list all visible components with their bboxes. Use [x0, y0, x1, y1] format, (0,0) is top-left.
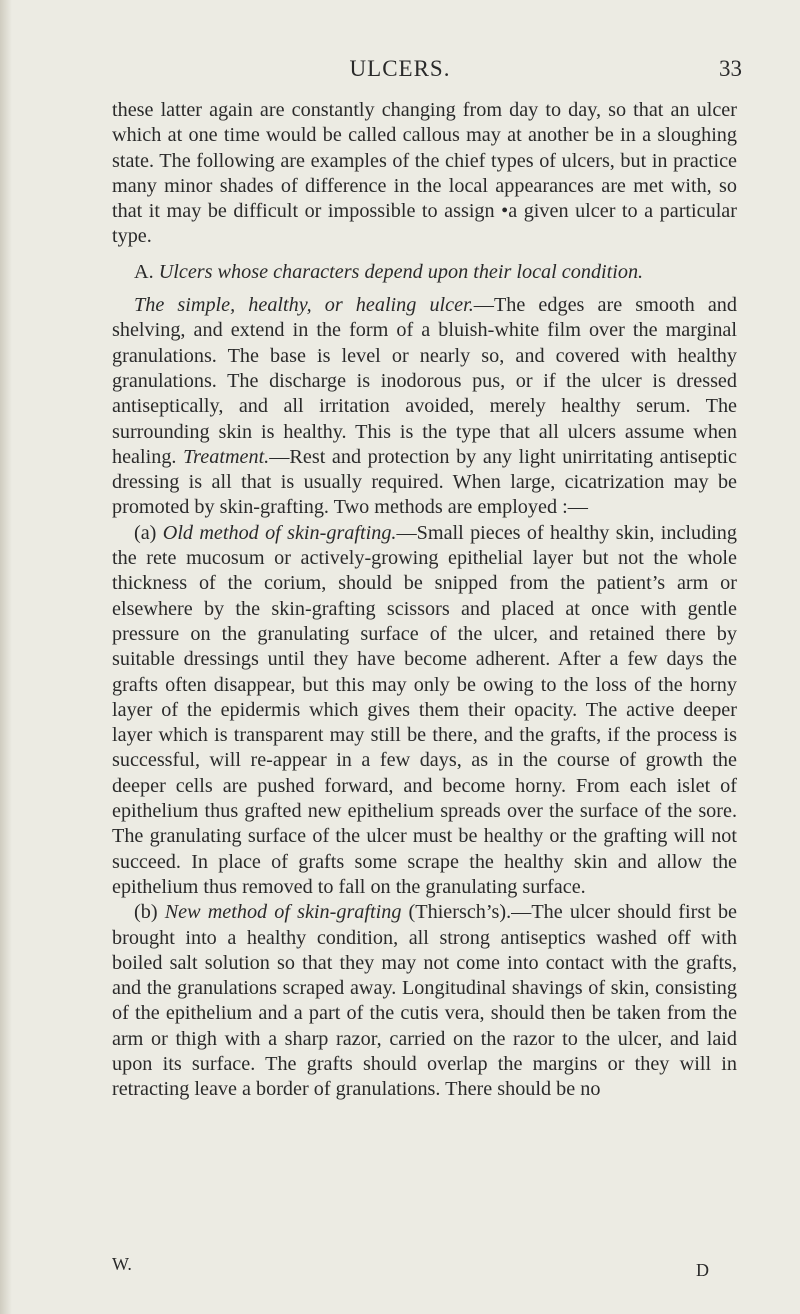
paragraph-text-old-grafting: —Small pieces of healthy skin, including the rete mucosum or actively-growing epithelial layer but not the whole thickness of the corium, should be snipped from the patient’s arm or elsewhere by the skin-grafting scissors and placed at once with gentle pressure on the granulating surface of the ulcer, and retained there by suitable dressings until they have become adherent. After a few days the grafts often disappear, but this may only be owing to the loss of the horny layer of the epidermis which gives them their opacity. The active deeper layer which is transparent may still be there, and the grafts, if the process is successful, will re-appear in a few days, as in the course of growth the deeper cells are pushed forward, and become horny. From each islet of epithelium thus grafted new epithelium spreads over the surface of the sore. The granulating surface of the ulcer must be healthy or the grafting will not succeed. In place of grafts some scrape the healthy skin and allow the epithelium thus removed to fall on the granulating surface. — [112, 521, 737, 898]
paragraph-title-new-grafting: New method of skin-grafting — [164, 901, 402, 924]
list-marker-b: (b) — [134, 901, 165, 924]
paragraph-text-new-grafting: (Thiersch’s).—The ulcer should first be brought into a healthy condition, all strong antiseptics washed off with boiled salt solution so that they may not come into contact with the grafts, and the granulations scraped away. Longitudinal shavings of skin, consisting of the epithelium and a part of the cutis vera, should then be taken from the arm or thigh with a sharp razor, carried on the razor to the ulcer, and laid upon its surface. The grafts should overlap the margins or they will in retracting leave a border of granulations. There should be no — [112, 901, 738, 1101]
footer — [0, 1254, 800, 1280]
signature-letter: D — [696, 1260, 709, 1280]
paragraph-title-old-grafting: Old method of skin-grafting. — [162, 521, 397, 544]
running-title: ULCERS. — [349, 56, 451, 81]
page-edge-shadow — [0, 0, 12, 1314]
section-label: A. — [134, 260, 159, 283]
paragraph-text-healthy-ulcer-1: —The edges are smooth and shelving, and extend in the form of a bluish-white film over the marginal granulations. The base is level or nearly so, and covered with healthy granulations. The discharge is inodorous pus, or if the ulcer is dressed antiseptically, and all irritation avoided, merely healthy serum. The surrounding skin is healthy. This is the type that all ulcers assume when healing. — [112, 294, 737, 468]
page-number: 33 — [719, 56, 742, 81]
paragraph-healthy-ulcer — [112, 293, 737, 521]
section-title: Ulcers whose characters depend upon their local condition. — [158, 260, 644, 283]
section-heading-a — [112, 260, 737, 285]
treatment-label: Treatment. — [183, 445, 270, 468]
list-marker-a: (a) — [134, 521, 163, 544]
paragraph-old-grafting — [112, 521, 737, 900]
body-text — [112, 98, 737, 1103]
paragraph-new-grafting — [112, 900, 737, 1102]
paragraph-title-healthy-ulcer: The simple, healthy, or healing ulcer. — [134, 294, 474, 317]
paragraph-text-healthy-ulcer-2: —Rest and protection by any light unirritating antiseptic dressing is all that is usually required. When large, cicatrization may be promoted by skin-grafting. Two methods are employed :— — [112, 445, 737, 519]
signature-mark: W. — [112, 1254, 132, 1274]
running-head — [0, 56, 800, 86]
paragraph-continuation: these latter again are constantly changing from day to day, so that an ulcer which at one time would be called callous may at another be in a sloughing state. The following are examples of the chief types of ulcers, but in practice many minor shades of difference in the local appearances are met with, so that it may be difficult or impossible to assign •a given ulcer to a particular type. — [112, 99, 737, 248]
